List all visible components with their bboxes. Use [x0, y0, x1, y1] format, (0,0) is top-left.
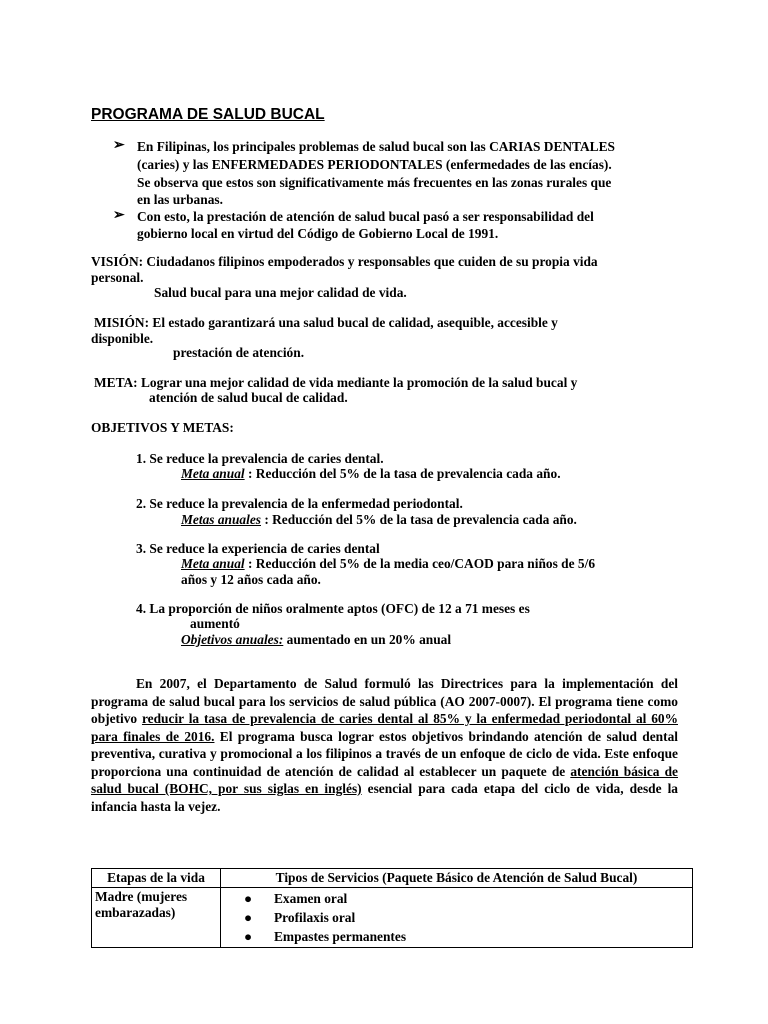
bullet-1-line-4: en las urbanas.: [137, 192, 223, 207]
services-list: [224, 889, 689, 946]
objective-4-goal-label: Objetivos anuales:: [181, 632, 284, 647]
objective-3-goal-detail: : Reducción del 5% de la media ceo/CAOD para niños de 5/6: [244, 556, 596, 571]
bullet-dot-icon: ●: [244, 929, 253, 944]
objective-4-line-2: aumentó: [190, 616, 240, 631]
objective-2-goal-detail: : Reducción del 5% de la tasa de prevalencia cada año.: [260, 512, 577, 527]
program-paragraph: [91, 675, 678, 815]
objective-1-goal-detail: : Reducción del 5% de la tasa de prevalencia cada año.: [244, 466, 561, 481]
table-row: [92, 888, 693, 948]
document-title: PROGRAMA DE SALUD BUCAL: [91, 106, 325, 123]
header-stage: Etapas de la vida: [92, 869, 221, 888]
bullet-2-line-1: Con esto, la prestación de atención de salud bucal pasó a ser responsabilidad del: [137, 209, 594, 224]
objectives-heading: OBJETIVOS Y METAS:: [91, 420, 234, 435]
arrow-bullet-icon: ➢: [113, 208, 125, 223]
list-item: [244, 908, 689, 927]
objective-3-goal-label: Meta anual: [181, 556, 245, 571]
header-services: Tipos de Servicios (Paquete Básico de Atención de Salud Bucal): [221, 869, 693, 888]
list-item: [244, 927, 689, 946]
paragraph-underline-2: atención básica de salud bucal (BOHC, por sus siglas en inglés): [91, 763, 678, 796]
objective-2-goal-label: Metas anuales: [181, 512, 261, 527]
objective-3: 3. Se reduce la experiencia de caries dental: [136, 541, 380, 556]
mision-line-2: disponible.: [91, 331, 154, 346]
objective-3-goal: [181, 556, 595, 572]
service-label: Empastes permanentes: [274, 929, 407, 944]
bullet-1-line-1: En Filipinas, los principales problemas de salud bucal son las CARIAS DENTALES: [137, 139, 615, 154]
paragraph-part-3: esencial para cada etapa del ciclo de vida, desde la infancia hasta la vejez.: [91, 781, 678, 814]
paragraph-part-2: El programa busca lograr estos objetivos brindando atención de salud dental preventiva, curativa y promocional a los filipinos a través de un enfoque de ciclo de vida. Este enfoque proporciona una continuidad de atención de calidad al establecer un paquete de: [91, 728, 678, 779]
bullet-dot-icon: ●: [244, 910, 253, 925]
service-label: Examen oral: [274, 891, 348, 906]
objective-1-goal-label: Meta anual: [181, 466, 245, 481]
paragraph-underline-1: reducir la tasa de prevalencia de caries dental al 85% y la enfermedad periodontal al 60% para finales de 2016.: [91, 711, 678, 744]
paragraph-part-1: En 2007, el Departamento de Salud formuló las Directrices para la implementación del programa de salud bucal para los servicios de salud pública (AO 2007-0007). El programa tiene como objetivo: [91, 676, 678, 726]
bullet-1-line-2: (caries) y las ENFERMEDADES PERIODONTALES (enfermedades de las encías).: [137, 157, 612, 172]
table-header-row: [92, 869, 693, 888]
objective-3-goal-line-2: años y 12 años cada año.: [181, 572, 321, 587]
arrow-bullet-icon: ➢: [113, 138, 125, 153]
objective-2: 2. Se reduce la prevalencia de la enfermedad periodontal.: [136, 496, 463, 511]
vision-line-3: Salud bucal para una mejor calidad de vida.: [154, 285, 407, 300]
meta-line-2: atención de salud bucal de calidad.: [149, 390, 348, 405]
service-label: Profilaxis oral: [274, 910, 356, 925]
bullet-dot-icon: ●: [244, 891, 253, 906]
objective-4-goal-detail: aumentado en un 20% anual: [283, 632, 452, 647]
objective-2-goal: [181, 512, 577, 528]
vision-line-2: personal.: [91, 270, 144, 285]
bullet-1-line-3: Se observa que estos son significativamente más frecuentes en las zonas rurales que: [137, 175, 612, 190]
services-table: [91, 868, 693, 948]
mision-line-3: prestación de atención.: [173, 345, 305, 360]
list-item: [244, 889, 689, 908]
objective-4: 4. La proporción de niños oralmente aptos (OFC) de 12 a 71 meses es: [136, 601, 530, 616]
meta-line-1: META: Lograr una mejor calidad de vida mediante la promoción de la salud bucal y: [94, 375, 578, 390]
services-cell: [221, 888, 693, 948]
stage-cell: Madre (mujeres embarazadas): [92, 888, 221, 948]
vision-line-1: VISIÓN: Ciudadanos filipinos empoderados y responsables que cuiden de su propia vida: [91, 254, 598, 269]
mision-line-1: MISIÓN: El estado garantizará una salud bucal de calidad, asequible, accesible y: [94, 315, 558, 330]
bullet-2-line-2: gobierno local en virtud del Código de Gobierno Local de 1991.: [137, 226, 499, 241]
objective-1-goal: [181, 466, 561, 482]
objective-1: 1. Se reduce la prevalencia de caries dental.: [136, 451, 384, 466]
objective-4-goal: [181, 632, 451, 648]
